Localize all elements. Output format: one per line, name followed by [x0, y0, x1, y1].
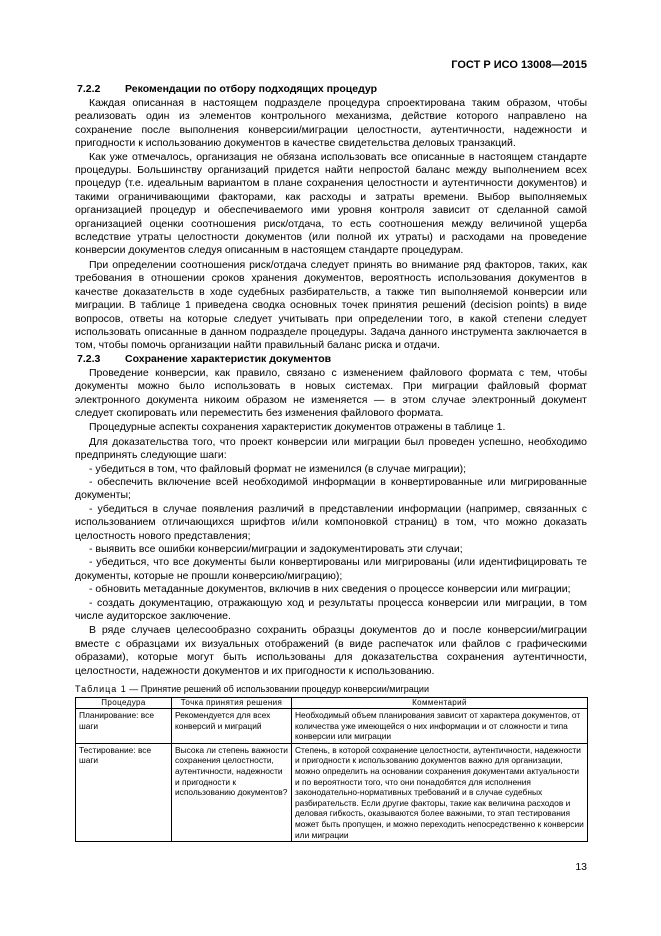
section-title: Сохранение характеристик документов: [125, 352, 332, 365]
section-heading-7-2-3: [75, 353, 587, 366]
table-cell: Степень, в которой сохранение целостности, аутентичности, надежности и пригодности к использованию документов важно для организации, можно определить на основании сохранения документами актуальности и по вероятности того, что они понадобятся для исполнения законодательно-нормативных требований и в случае судебных разбирательств. Если другие факторы, такие как величина расходов и деловая гибкость, оказываются более важными, то этап тестирования может быть пропущен, и можно переходить непосредственно к конверсии или миграции: [292, 743, 588, 841]
list-item: - обеспечить включение всей необходимой информации в конвертированные или мигрированные документы;: [75, 475, 587, 502]
list-item: - убедиться в том, что файловый формат не изменился (в случае миграции);: [89, 462, 466, 475]
paragraph: Каждая описанная в настоящем подразделе процедура спроектирована таким образом, чтобы реализовать один из элементов контрольного механизма, действие которого направлено на сохранение после выполнения конверсии/миграции целостности, аутентичности, надежности и пригодности к использованию документов в качестве свидетельства деловых транзакций.: [75, 97, 587, 150]
section-number: 7.2.2: [77, 83, 101, 95]
list-item: - убедиться, что все документы были конвертированы или мигрированы (или идентифицировать те документы, которые не прошли конверсию/миграцию);: [75, 556, 587, 582]
paragraph: Проведение конверсии, как правило, связано с изменением файлового формата с тем, чтобы документы можно было использовать в новых системах. При миграции файловый формат электронного документа никоим образом не изменяется — в этом случае электронный документ следует скопировать или переместить без изменения файлового формата.: [75, 366, 587, 419]
section-number: 7.2.3: [77, 352, 101, 365]
document-body: [75, 83, 587, 842]
table-header-row: [76, 698, 588, 709]
list-item: - убедиться в случае появления различий в представлении информации (например, связанных с использованием отличающихся шрифтов и/или компоновкой страниц) в том, что можно доказать целостность нового представления;: [75, 502, 587, 542]
table-caption-text: — Принятие решений об использовании процедур конверсии/миграции: [126, 684, 429, 695]
table-label: Таблица 1: [75, 684, 127, 695]
section-heading-7-2-2: [75, 83, 587, 96]
paragraph: В ряде случаев целесообразно сохранить образцы документов до и после конверсии/миграции вместе с образцами их визуальных отображений (в виде распечаток или файлов с графическими образами), которые могут быть использованы для доказательства сохранения аутентичности, целостности, надежности документов и их пригодности к использованию.: [75, 624, 587, 677]
list-item: - обновить метаданные документов, включив в них сведения о процессе конверсии или миграции;: [89, 583, 571, 596]
list-item: - выявить все ошибки конверсии/миграции и задокументировать эти случаи;: [89, 543, 463, 555]
column-header-comment: Комментарий: [292, 698, 588, 709]
paragraph: Для доказательства того, что проект конверсии или миграции был проведен успешно, необходимо предпринять следующие шаги:: [75, 435, 587, 462]
table-cell: Необходимый объем планирования зависит от характера документов, от количества уже имеющейся о них информации и от сложности и типа конверсии или миграции: [292, 709, 588, 744]
table-cell: Тестирование: все шаги: [76, 743, 172, 841]
standard-header: ГОСТ Р ИСО 13008—2015: [451, 59, 587, 71]
section-title: Рекомендации по отбору подходящих процедур: [125, 83, 377, 95]
table-cell: Высока ли степень важности сохранения целостности, аутентичности, надежности и пригодности к использованию документов?: [172, 743, 292, 841]
page-number: 13: [575, 861, 587, 873]
column-header-procedure: Процедура: [76, 698, 172, 709]
paragraph: При определении соотношения риск/отдача следует принять во внимание ряд факторов, таких, как требования в отношении сроков хранения документов, вероятность использования документов в качестве доказательств в ходе судебных разбирательств, а также тип выполняемой конверсии или миграции. В таблице 1 приведена сводка основных точек принятия решений (decision points) в виде вопросов, ответы на которые следует учитывать при определении того, в какой степени следует использовать описанные в данном подразделе процедуры. Задача данного инструмента заключается в том, чтобы помочь организации найти правильный баланс риска и отдачи.: [75, 258, 587, 352]
paragraph: Процедурные аспекты сохранения характеристик документов отражены в таблице 1.: [89, 421, 506, 434]
table-row: [76, 743, 588, 841]
paragraph: Как уже отмечалось, организация не обязана использовать все описанные в настоящем стандарте процедуры. Большинству организаций придется найти непростой баланс между выполнением всех процедур (т.е. идеальным вариантом в плане сохранения целостности и аутентичности документов) и такими ограничивающими факторами, как расходы и затраты времени. Выбор выполняемых организацией процедур и обеспечиваемого ими уровня контроля зависит от сделанной самой организацией оценки соотношения риск/отдача, то есть соотношения между величиной ущерба вследствие утраты целостности документов (или полной их утраты) и расходами на проведение конверсии документов следуя описанным в настоящем стандарте процедурам.: [75, 150, 587, 257]
decision-table: [75, 697, 588, 842]
column-header-decision-point: Точка принятия решения: [172, 698, 292, 709]
table-row: [76, 709, 588, 744]
list-item: - создать документацию, отражающую ход и результаты процесса конверсии или миграции, в том числе аудиторское заключение.: [75, 596, 587, 623]
table-cell: Планирование: все шаги: [76, 709, 172, 744]
table-cell: Рекомендуется для всех конверсий и миграций: [172, 709, 292, 744]
table-caption: [75, 684, 587, 695]
